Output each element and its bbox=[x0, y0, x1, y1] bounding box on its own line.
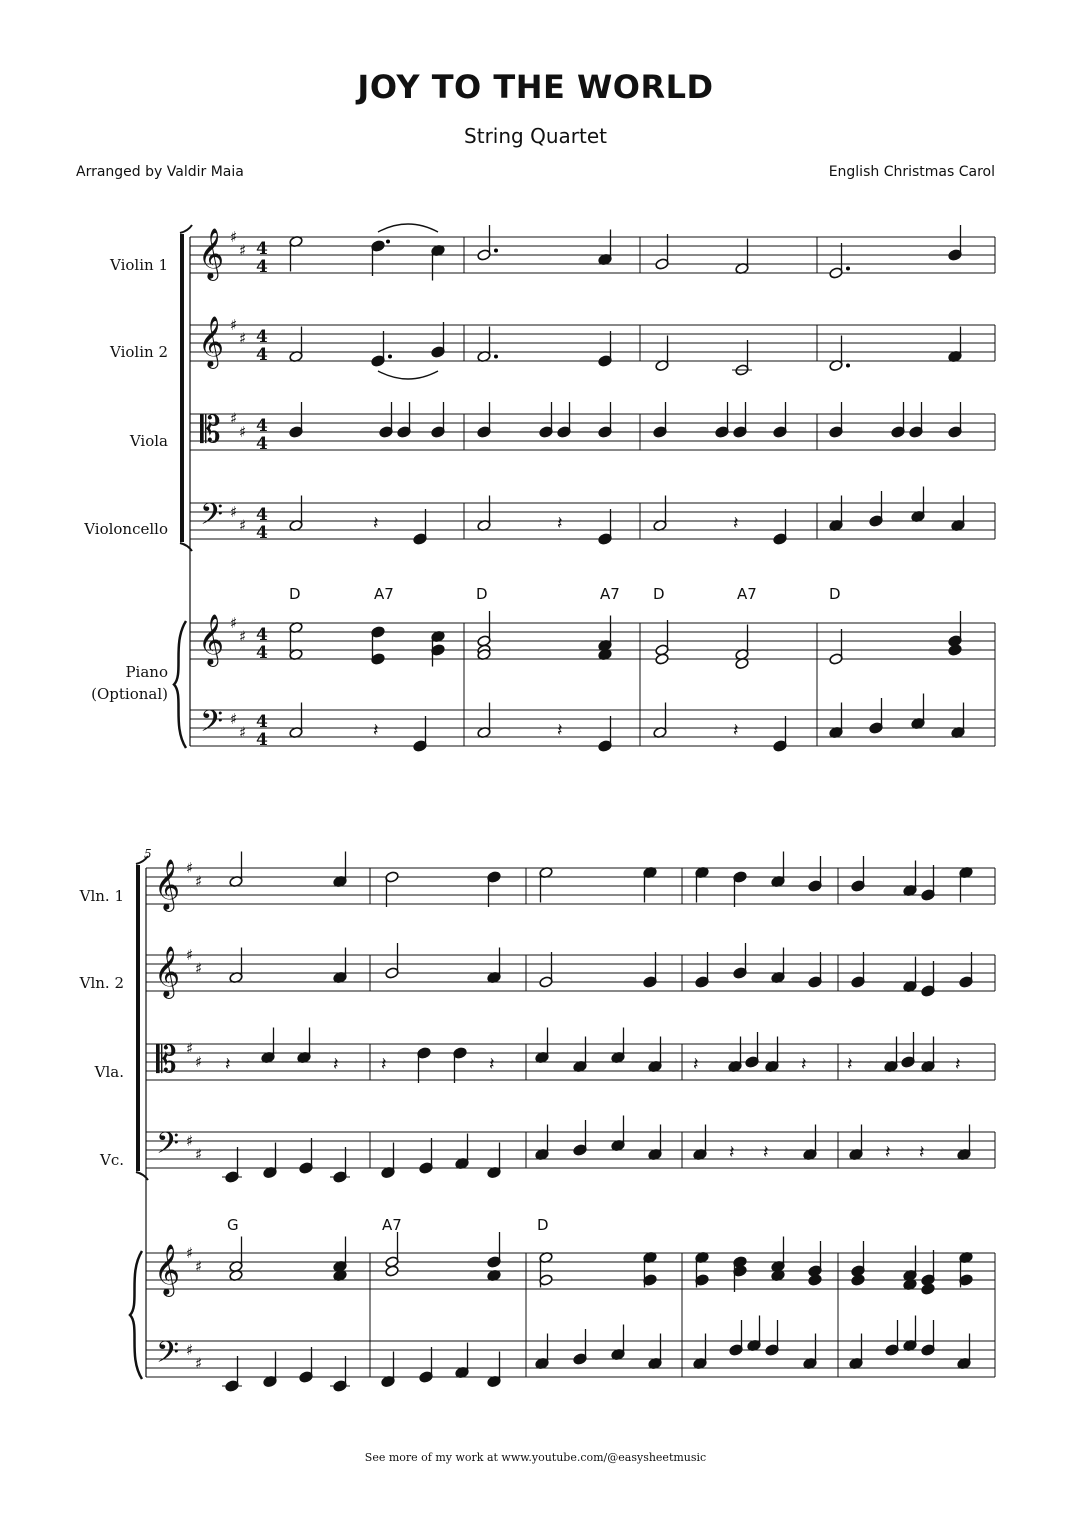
composer-credit: English Christmas Carol bbox=[828, 164, 995, 180]
time-signature-denominator: 4 bbox=[256, 643, 268, 663]
quarter-rest: 𝄽 bbox=[801, 1054, 807, 1075]
instrument-label-cello-short: Vc. bbox=[99, 1151, 124, 1169]
chord-symbol: A7 bbox=[374, 585, 394, 603]
time-signature-denominator: 4 bbox=[256, 434, 268, 454]
chord-symbol: D bbox=[829, 585, 841, 603]
treble-clef-icon: 𝄞 bbox=[198, 614, 225, 665]
bass-clef-icon: 𝄢 bbox=[156, 1127, 180, 1168]
time-signature-numerator: 4 bbox=[256, 505, 268, 525]
chord-symbol: A7 bbox=[737, 585, 757, 603]
score-title: JOY TO THE WORLD bbox=[357, 68, 714, 106]
chord-symbol: A7 bbox=[382, 1216, 402, 1234]
bracket-hook-top bbox=[180, 225, 192, 233]
time-signature-numerator: 4 bbox=[256, 712, 268, 732]
time-signature-denominator: 4 bbox=[256, 257, 268, 277]
augmentation-dot bbox=[386, 240, 390, 244]
piano-brace bbox=[130, 1251, 142, 1379]
time-signature-numerator: 4 bbox=[256, 239, 268, 259]
note-head bbox=[655, 653, 669, 665]
treble-clef-icon: 𝄞 bbox=[154, 859, 181, 910]
sharp-icon: ♯ bbox=[186, 946, 194, 964]
quarter-rest: 𝄽 bbox=[333, 1054, 339, 1075]
instrument-label-viola: Viola bbox=[129, 432, 168, 450]
quarter-rest: 𝄽 bbox=[373, 720, 379, 741]
note-head bbox=[385, 1265, 399, 1277]
slur bbox=[378, 224, 438, 232]
augmentation-dot bbox=[494, 355, 498, 359]
quarter-rest: 𝄽 bbox=[225, 1054, 231, 1075]
note-head bbox=[948, 644, 962, 656]
chord-symbol: G bbox=[227, 1216, 239, 1234]
time-signature-numerator: 4 bbox=[256, 625, 268, 645]
chord-symbol: D bbox=[537, 1216, 549, 1234]
slur bbox=[378, 371, 438, 379]
instrument-label-piano-optional: (Optional) bbox=[91, 685, 168, 703]
chord-symbol: D bbox=[476, 585, 488, 603]
alto-clef-icon: 𝄡 bbox=[200, 408, 221, 451]
sharp-icon: ♯ bbox=[230, 503, 238, 521]
augmentation-dot bbox=[388, 355, 392, 359]
quarter-rest: 𝄽 bbox=[885, 1142, 891, 1163]
quarter-rest: 𝄽 bbox=[919, 1142, 925, 1163]
quarter-rest: 𝄽 bbox=[847, 1054, 853, 1075]
sharp-icon: ♯ bbox=[195, 1145, 203, 1164]
instrument-label-cello: Violoncello bbox=[84, 520, 168, 538]
treble-clef-icon: 𝄞 bbox=[198, 316, 225, 367]
bass-clef-icon: 𝄢 bbox=[200, 498, 224, 539]
sharp-icon: ♯ bbox=[195, 1354, 203, 1373]
time-signature-numerator: 4 bbox=[256, 416, 268, 436]
note-head bbox=[808, 1274, 822, 1286]
augmentation-dot bbox=[846, 267, 850, 271]
sharp-icon: ♯ bbox=[195, 1053, 203, 1071]
treble-clef-icon: 𝄞 bbox=[154, 1244, 181, 1295]
sharp-icon: ♯ bbox=[239, 723, 247, 742]
sharp-icon: ♯ bbox=[195, 959, 203, 978]
chord-symbol: A7 bbox=[600, 585, 620, 603]
augmentation-dot bbox=[846, 364, 850, 368]
sharp-icon: ♯ bbox=[239, 329, 247, 348]
time-signature-numerator: 4 bbox=[256, 327, 268, 347]
instrument-label-violin2: Violin 2 bbox=[110, 343, 168, 361]
instrument-label-violin1-short: Vln. 1 bbox=[79, 887, 124, 905]
bass-clef-icon: 𝄢 bbox=[200, 705, 224, 746]
measure-number: 5 bbox=[144, 847, 152, 861]
sharp-icon: ♯ bbox=[230, 316, 238, 334]
sharp-icon: ♯ bbox=[230, 409, 238, 428]
time-signature-denominator: 4 bbox=[256, 523, 268, 543]
quarter-rest: 𝄽 bbox=[381, 1054, 387, 1075]
sharp-icon: ♯ bbox=[195, 1257, 203, 1276]
sharp-icon: ♯ bbox=[195, 872, 203, 891]
time-signature-denominator: 4 bbox=[256, 730, 268, 750]
augmentation-dot bbox=[494, 249, 498, 253]
quarter-rest: 𝄽 bbox=[489, 1054, 495, 1075]
music-notation bbox=[130, 224, 995, 1392]
quarter-rest: 𝄽 bbox=[693, 1054, 699, 1075]
alto-clef-icon: 𝄡 bbox=[156, 1038, 177, 1081]
chord-symbol: D bbox=[653, 585, 665, 603]
piano-brace bbox=[174, 621, 186, 748]
quarter-rest: 𝄽 bbox=[733, 720, 739, 741]
quarter-rest: 𝄽 bbox=[557, 513, 563, 534]
treble-clef-icon: 𝄞 bbox=[154, 946, 181, 997]
bass-clef-icon: 𝄢 bbox=[156, 1336, 180, 1377]
sharp-icon: ♯ bbox=[186, 1132, 194, 1150]
sharp-icon: ♯ bbox=[230, 228, 238, 246]
time-signature-denominator: 4 bbox=[256, 345, 268, 365]
sharp-icon: ♯ bbox=[230, 614, 238, 632]
arranger-credit: Arranged by Valdir Maia bbox=[76, 164, 244, 180]
footer-credit: See more of my work at www.youtube.com/@easysheetmusic bbox=[364, 1451, 707, 1464]
sharp-icon: ♯ bbox=[186, 1244, 194, 1262]
instrument-label-viola-short: Vla. bbox=[94, 1063, 124, 1081]
sharp-icon: ♯ bbox=[186, 1039, 194, 1058]
quarter-rest: 𝄽 bbox=[763, 1142, 769, 1163]
instrument-label-violin1: Violin 1 bbox=[110, 256, 168, 274]
sharp-icon: ♯ bbox=[186, 859, 194, 877]
score-subtitle: String Quartet bbox=[464, 124, 607, 148]
sharp-icon: ♯ bbox=[239, 627, 247, 646]
sharp-icon: ♯ bbox=[239, 241, 247, 260]
quarter-rest: 𝄽 bbox=[733, 513, 739, 534]
quarter-rest: 𝄽 bbox=[373, 513, 379, 534]
treble-clef-icon: 𝄞 bbox=[198, 228, 225, 279]
quarter-rest: 𝄽 bbox=[729, 1142, 735, 1163]
instrument-label-violin2-short: Vln. 2 bbox=[79, 974, 124, 992]
instrument-label-piano: Piano bbox=[125, 663, 168, 681]
note-head bbox=[851, 1274, 865, 1286]
quarter-rest: 𝄽 bbox=[955, 1054, 961, 1075]
chord-symbol: D bbox=[289, 585, 301, 603]
sharp-icon: ♯ bbox=[239, 516, 247, 535]
sharp-icon: ♯ bbox=[186, 1341, 194, 1359]
quarter-rest: 𝄽 bbox=[557, 720, 563, 741]
note-head bbox=[921, 1283, 935, 1295]
sharp-icon: ♯ bbox=[230, 710, 238, 728]
sharp-icon: ♯ bbox=[239, 423, 247, 441]
